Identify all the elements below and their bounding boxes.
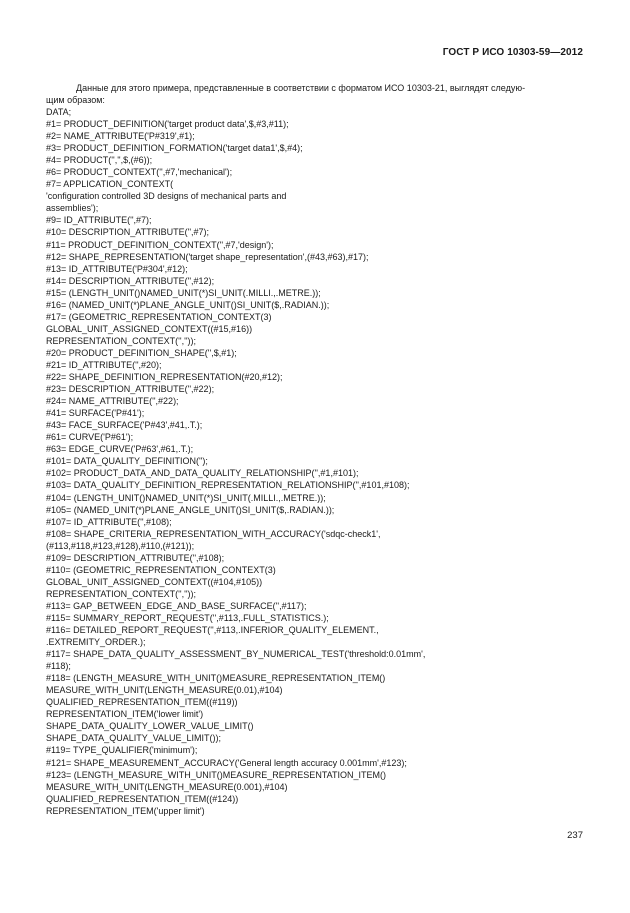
code-line: #108= SHAPE_CRITERIA_REPRESENTATION_WITH_ACCURACY('sdqc-check1', [46,528,381,539]
code-line: #11= PRODUCT_DEFINITION_CONTEXT('',#7,'design'); [46,239,274,250]
code-line: REPRESENTATION_ITEM('lower limit') [46,709,204,720]
code-line: #23= DESCRIPTION_ATTRIBUTE('',#22); [46,384,215,395]
code-line: #41= SURFACE('P#41'); [46,408,145,419]
code-line: #10= DESCRIPTION_ATTRIBUTE('',#7); [46,227,210,238]
code-line: #16= (NAMED_UNIT(*)PLANE_ANGLE_UNIT()SI_UNIT($,.RADIAN.)); [46,299,330,310]
code-line: SHAPE_DATA_QUALITY_VALUE_LIMIT()); [46,733,222,744]
code-line: #17= (GEOMETRIC_REPRESENTATION_CONTEXT(3) [46,311,272,322]
code-line: #121= SHAPE_MEASUREMENT_ACCURACY('General length accuracy 0.001mm',#123); [46,757,407,768]
code-line: GLOBAL_UNIT_ASSIGNED_CONTEXT((#104,#105)) [46,576,263,587]
code-line: REPRESENTATION_CONTEXT('','')); [46,588,197,599]
code-line: .EXTREMITY_ORDER.); [46,637,146,648]
code-line: #118= (LENGTH_MEASURE_WITH_UNIT()MEASURE_REPRESENTATION_ITEM() [46,673,386,684]
code-listing [46,106,591,817]
code-line: #4= PRODUCT('','',$,(#6)); [46,155,153,166]
code-line: #14= DESCRIPTION_ATTRIBUTE('',#12); [46,275,215,286]
code-line: REPRESENTATION_ITEM('upper limit') [46,805,205,816]
code-line: #118); [46,661,71,672]
intro-line-1: Данные для этого примера, представленные в соответствии с форматом ИСО 10303-21, выглядят следую- [76,83,526,93]
document-header: ГОСТ Р ИСО 10303-59—2012 [442,47,583,58]
code-line: DATA; [46,107,72,117]
code-line: REPRESENTATION_CONTEXT('','')); [46,335,197,346]
code-line: #116= DETAILED_REPORT_REQUEST('',#113,.INFERIOR_QUALITY_ELEMENT., [46,625,379,636]
code-line: #119= TYPE_QUALIFIER('minimum'); [46,745,198,756]
code-line: #61= CURVE('P#61'); [46,432,134,443]
page-number: 237 [567,830,583,841]
code-line: #24= NAME_ATTRIBUTE('',#22); [46,396,179,407]
code-line: #115= SUMMARY_REPORT_REQUEST('',#113,.FULL_STATISTICS.); [46,612,329,623]
intro-line-2: щим образом: [46,95,105,105]
code-line: #9= ID_ATTRIBUTE('',#7); [46,215,152,226]
code-line: #22= SHAPE_DEFINITION_REPRESENTATION(#20,#12); [46,372,283,383]
code-line: (#113,#118,#123,#128),#110,(#121)); [46,540,195,551]
code-line: MEASURE_WITH_UNIT(LENGTH_MEASURE(0.01),#104) [46,685,283,696]
code-line: #3= PRODUCT_DEFINITION_FORMATION('target data1',$,#4); [46,143,303,154]
code-line: #107= ID_ATTRIBUTE('',#108); [46,516,172,527]
code-line: MEASURE_WITH_UNIT(LENGTH_MEASURE(0.001),#104) [46,781,288,792]
code-line: #12= SHAPE_REPRESENTATION('target shape_representation',(#43,#63),#17); [46,251,369,262]
code-line: #43= FACE_SURFACE('P#43',#41,.T.); [46,420,203,431]
code-line: #2= NAME_ATTRIBUTE('P#319',#1); [46,131,195,142]
code-line: #109= DESCRIPTION_ATTRIBUTE('',#108); [46,552,225,563]
code-line: #102= PRODUCT_DATA_AND_DATA_QUALITY_RELATIONSHIP('',#1,#101); [46,468,359,479]
code-line: #110= (GEOMETRIC_REPRESENTATION_CONTEXT(3) [46,564,276,575]
code-line: #21= ID_ATTRIBUTE('',#20); [46,359,162,370]
intro-paragraph [46,82,586,106]
code-line: assemblies'); [46,203,99,214]
code-line: #101= DATA_QUALITY_DEFINITION(''); [46,456,208,467]
code-line: #105= (NAMED_UNIT(*)PLANE_ANGLE_UNIT()SI_UNIT($,.RADIAN.)); [46,504,335,515]
code-line: GLOBAL_UNIT_ASSIGNED_CONTEXT((#15,#16)) [46,323,253,334]
code-line: #7= APPLICATION_CONTEXT( [46,179,174,190]
code-line: #103= DATA_QUALITY_DEFINITION_REPRESENTATION_RELATIONSHIP('',#101,#108); [46,480,410,491]
code-line: #117= SHAPE_DATA_QUALITY_ASSESSMENT_BY_NUMERICAL_TEST('threshold:0.01mm', [46,649,426,660]
code-line: QUALIFIED_REPRESENTATION_ITEM((#124)) [46,793,239,804]
code-line: SHAPE_DATA_QUALITY_LOWER_VALUE_LIMIT() [46,721,254,732]
code-line: #13= ID_ATTRIBUTE('P#304',#12); [46,263,188,274]
code-line: #15= (LENGTH_UNIT()NAMED_UNIT(*)SI_UNIT(.MILLI.,.METRE.)); [46,287,321,298]
code-line: #123= (LENGTH_MEASURE_WITH_UNIT()MEASURE_REPRESENTATION_ITEM() [46,769,386,780]
code-line: #113= GAP_BETWEEN_EDGE_AND_BASE_SURFACE('',#117); [46,600,307,611]
code-line: #20= PRODUCT_DEFINITION_SHAPE('',$,#1); [46,347,237,358]
code-line: 'configuration controlled 3D designs of mechanical parts and [46,191,287,202]
code-line: #63= EDGE_CURVE('P#63',#61,.T.); [46,444,194,455]
code-line: #1= PRODUCT_DEFINITION('target product data',$,#3,#11); [46,119,289,130]
code-line: #6= PRODUCT_CONTEXT('',#7,'mechanical'); [46,167,233,178]
code-line: QUALIFIED_REPRESENTATION_ITEM((#119)) [46,697,238,708]
code-line: #104= (LENGTH_UNIT()NAMED_UNIT(*)SI_UNIT(.MILLI.,.METRE.)); [46,492,326,503]
